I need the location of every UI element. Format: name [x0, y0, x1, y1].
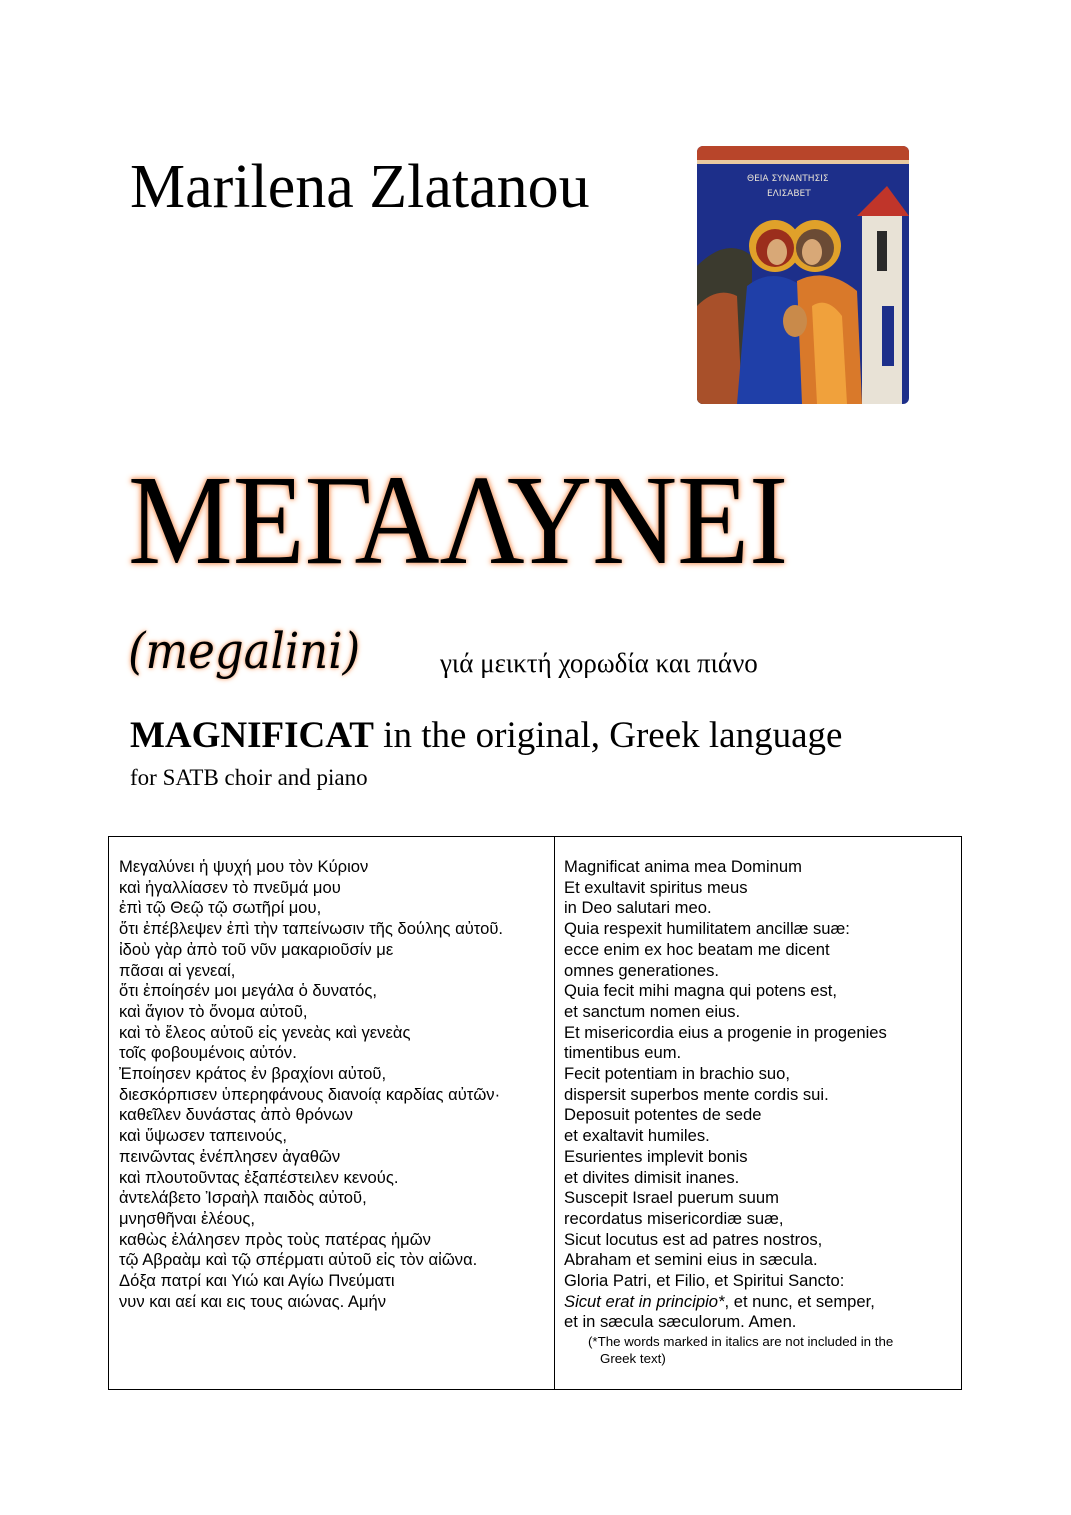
- footnote: [564, 1334, 961, 1367]
- latin-text-line: et exaltavit humiles.: [564, 1126, 710, 1146]
- footnote-line: Greek text): [600, 1350, 666, 1366]
- latin-text-line: omnes generationes.: [564, 960, 719, 980]
- greek-text-line: ὅτι ἐπέβλεψεν ἐπὶ τὴν ταπείνωσιν τῆς δούλης αὐτοῦ.: [119, 919, 504, 939]
- greek-text-line: καὶ ἠγαλλίασεν τὸ πνεῦμά μου: [119, 877, 341, 897]
- greek-text-line: ἰδοὺ γὰρ ἀπὸ τοῦ νῦν μακαριοῦσίν με: [119, 939, 394, 959]
- greek-text-line: καὶ πλουτοῦντας ἐξαπέστειλεν κενούς.: [119, 1167, 399, 1187]
- greek-text-line: μνησθῆναι ἐλέους,: [119, 1208, 255, 1228]
- footnote-line: (*The words marked in italics are not included in the: [588, 1334, 894, 1350]
- latin-text-line: Sicut locutus est ad patres nostros,: [564, 1229, 823, 1249]
- greek-text-line: καὶ ὕψωσεν ταπεινούς,: [119, 1126, 288, 1146]
- latin-text-line: timentibus eum.: [564, 1043, 682, 1063]
- greek-text-column: [109, 837, 555, 1389]
- greek-text-line: νυν και αεί και εις τους αιώνας. Αμήν: [119, 1291, 387, 1311]
- latin-text-line: Et exultavit spiritus meus: [564, 877, 748, 897]
- greek-text-line: Μεγαλύνει ἡ ψυχή μου τὸν Κύριον: [119, 857, 369, 876]
- latin-text-line: Quia fecit mihi magna qui potens est,: [564, 981, 838, 1001]
- greek-text-line: ὅτι ἐποίησέν μοι μεγάλα ὁ δυνατός,: [119, 981, 377, 1001]
- latin-text-line: et divites dimisit inanes.: [564, 1167, 740, 1187]
- greek-text-line: πᾶσαι αἱ γενεαί,: [119, 960, 236, 980]
- latin-text-line: recordatus misericordiæ suæ,: [564, 1208, 784, 1228]
- italic-phrase: Sicut erat in principio*: [564, 1291, 725, 1311]
- greek-text-line: πεινῶντας ἐνέπλησεν ἀγαθῶν: [119, 1146, 341, 1166]
- greek-text-line: ἀντελάβετο Ἰσραὴλ παιδὸς αὐτοῦ,: [119, 1188, 367, 1208]
- latin-text-line: Magnificat anima mea Dominum: [564, 857, 802, 876]
- latin-text-line: ecce enim ex hoc beatam me dicent: [564, 939, 830, 959]
- latin-text-line: Quia respexit humilitatem ancillæ suæ:: [564, 919, 850, 939]
- italic-line-rest: , et nunc, et semper,: [724, 1291, 875, 1311]
- latin-text-line: et sanctum nomen eius.: [564, 1001, 741, 1021]
- latin-text-line: Esurientes implevit bonis: [564, 1146, 748, 1166]
- greek-text-line: ἐπὶ τῷ Θεῷ τῷ σωτῆρί μου,: [119, 898, 322, 918]
- greek-text-line: καθεῖλεν δυνάστας ἀπὸ θρόνων: [119, 1105, 353, 1125]
- composer-name: Marilena Zlatanou: [130, 153, 590, 221]
- greek-text-line: τῷ Αβραὰμ καὶ τῷ σπέρματι αὐτοῦ εἰς τὸν αἰῶνα.: [119, 1250, 478, 1270]
- latin-text-line: Abraham et semini eius in sæcula.: [564, 1250, 818, 1270]
- latin-text-line: Fecit potentiam in brachio suo,: [564, 1064, 790, 1084]
- latin-text-line: Deposuit potentes de sede: [564, 1105, 762, 1125]
- greek-text-line: καὶ ἅγιον τὸ ὄνομα αὐτοῦ,: [119, 1001, 308, 1021]
- latin-text-line-italic: [564, 1292, 961, 1313]
- greek-text-line: Δόξα πατρί και Υιώ και Αγίω Πνεύματι: [119, 1271, 395, 1291]
- greek-text-line: διεσκόρπισεν ὑπερηφάνους διανοίᾳ καρδίας αὐτῶν·: [119, 1084, 501, 1104]
- latin-text-line: Suscepit Israel puerum suum: [564, 1188, 779, 1208]
- english-subtitle: for SATB choir and piano: [130, 765, 368, 790]
- main-title-greek: ΜΕΓΑΛΥΝΕΙ: [128, 449, 789, 591]
- english-title-bold: MAGNIFICAT: [130, 715, 374, 756]
- greek-subtitle: γιά μεικτή χορωδία και πιάνο: [440, 648, 758, 678]
- lyrics-table: [108, 836, 962, 1390]
- latin-text-column: [555, 837, 961, 1389]
- greek-text-line: Ἐποίησεν κράτος ἐν βραχίονι αὐτοῦ,: [119, 1064, 387, 1084]
- latin-text-line: et in sæcula sæculorum. Amen.: [564, 1312, 797, 1332]
- greek-text-line: καθὼς ἐλάλησεν πρὸς τοὺς πατέρας ἡμῶν: [119, 1229, 431, 1249]
- greek-text-line: καὶ τὸ ἔλεος αὐτοῦ εἰς γενεὰς καὶ γενεὰς: [119, 1022, 411, 1042]
- latin-text-line: Gloria Patri, et Filio, et Spiritui Sancto:: [564, 1271, 845, 1291]
- english-title: [130, 713, 842, 759]
- visitation-icon-image: [697, 146, 909, 404]
- greek-text-line: τοῖς φοβουμένοις αὐτόν.: [119, 1043, 297, 1063]
- latin-text-line: Et misericordia eius a progenie in progenies: [564, 1022, 887, 1042]
- latin-text-line: in Deo salutari meo.: [564, 898, 712, 918]
- english-title-rest: in the original, Greek language: [373, 715, 843, 756]
- title-transliteration: (megalini): [128, 622, 361, 680]
- latin-text-line: dispersit superbos mente cordis sui.: [564, 1084, 829, 1104]
- svg-text:ΕΛΙΣΑΒΕΤ: ΕΛΙΣΑΒΕΤ: [767, 189, 811, 199]
- svg-text:ΘΕΙΑ ΣΥΝΑΝΤΗΣΙΣ: ΘΕΙΑ ΣΥΝΑΝΤΗΣΙΣ: [747, 174, 829, 184]
